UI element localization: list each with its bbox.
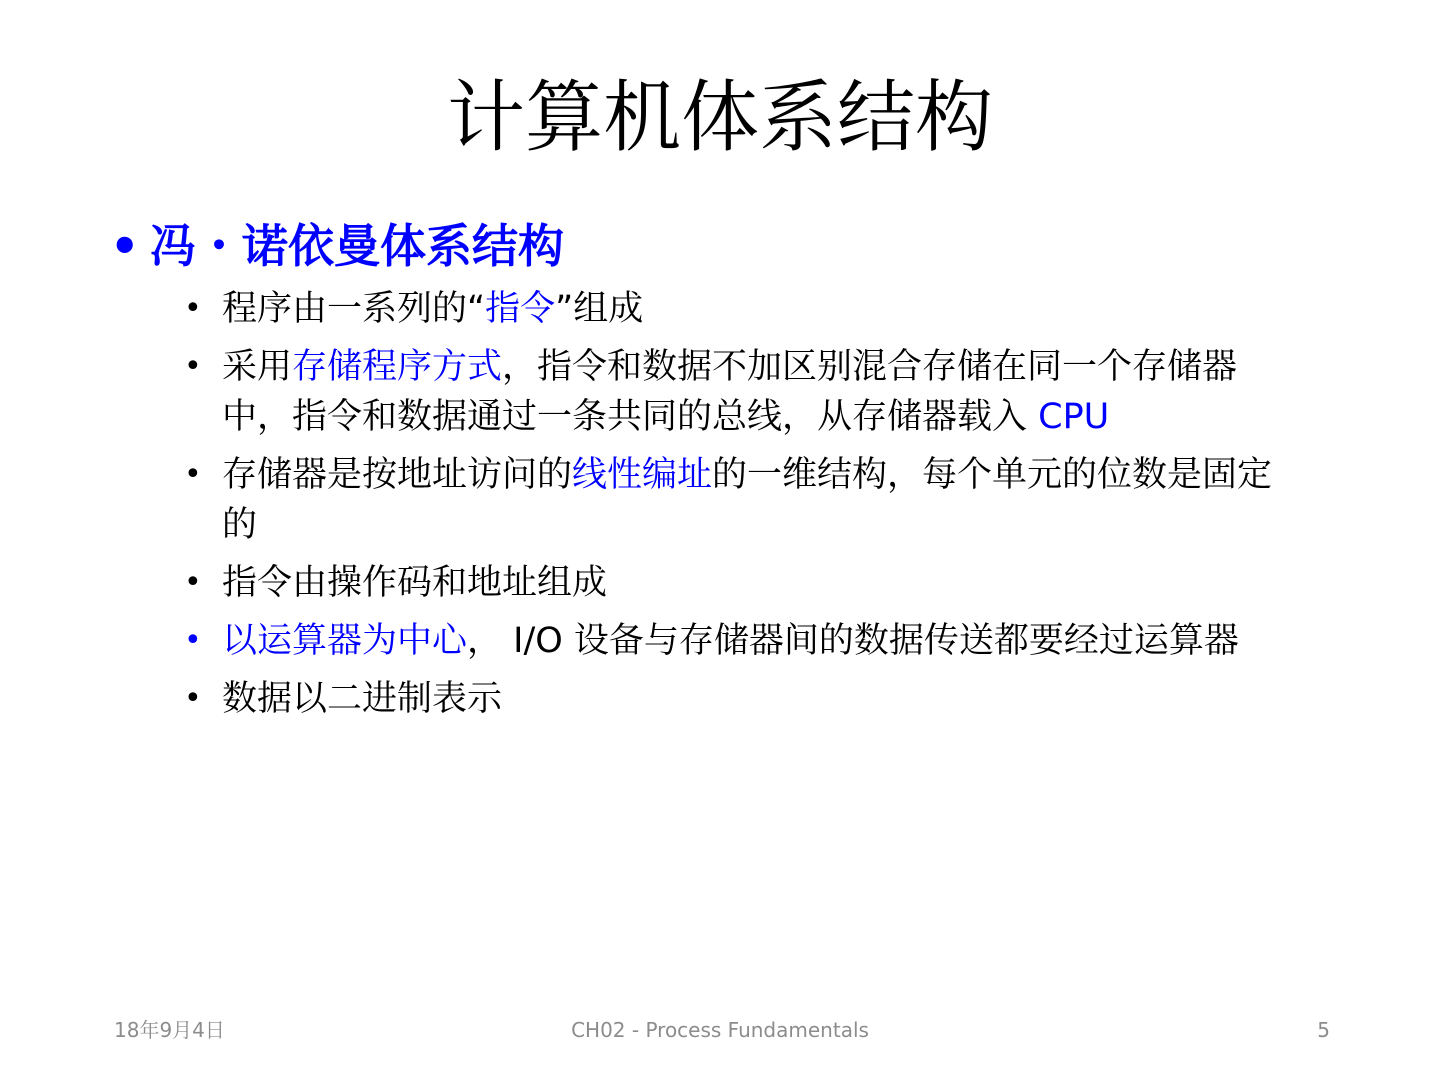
slide-title: 计算机体系结构 — [446, 73, 993, 163]
item-text: 的一维结构，每个单元的位数是固定的 — [222, 455, 1273, 545]
item-highlight: 以运算器为中心 — [222, 621, 468, 661]
item-text: 采用 — [222, 347, 293, 387]
bullet-icon: • — [184, 565, 202, 600]
list-item-opcode — [110, 558, 1302, 608]
page-number: 5 — [1317, 1018, 1330, 1042]
item-text: 指令由操作码和地址组成 — [222, 563, 608, 603]
item-text: ，指令和数据不加区别混合存储在同一个存储器中，指令和数据通过一条共同的总线，从存储器载入 — [222, 347, 1238, 437]
item-highlight: CPU — [1038, 397, 1110, 437]
list-item-linear-addressing — [110, 450, 1302, 550]
item-highlight: 存储程序方式 — [292, 347, 503, 387]
bullet-icon: • — [184, 349, 202, 384]
list-item-stored-program — [110, 342, 1302, 442]
item-text: ”组成 — [555, 289, 644, 329]
bullet-icon: • — [184, 623, 202, 658]
bullet-icon: • — [110, 219, 140, 273]
item-highlight: 指令 — [485, 289, 556, 329]
level1-text: 冯・诺依曼体系结构 — [150, 219, 564, 273]
bullet-icon: • — [184, 457, 202, 492]
item-text: ， I/O 设备与存储器间的数据传送都要经过运算器 — [467, 621, 1239, 661]
list-item-alu-centered — [110, 616, 1302, 666]
slide-content — [110, 212, 1330, 732]
bullet-icon: • — [184, 681, 202, 716]
item-text: 数据以二进制表示 — [222, 679, 503, 719]
list-item-instructions — [110, 284, 1302, 334]
item-text: 程序由一系列的“ — [222, 289, 486, 329]
list-item-binary — [110, 674, 1302, 724]
bullet-icon: • — [184, 291, 202, 326]
footer-title: CH02 - Process Fundamentals — [571, 1018, 869, 1042]
level1-bullet-item — [110, 212, 1330, 280]
item-highlight: 线性编址 — [572, 455, 713, 495]
item-text: 存储器是按地址访问的 — [222, 455, 573, 495]
footer-date: 18年9月4日 — [114, 1018, 225, 1042]
sub-bullet-list — [110, 284, 1330, 724]
